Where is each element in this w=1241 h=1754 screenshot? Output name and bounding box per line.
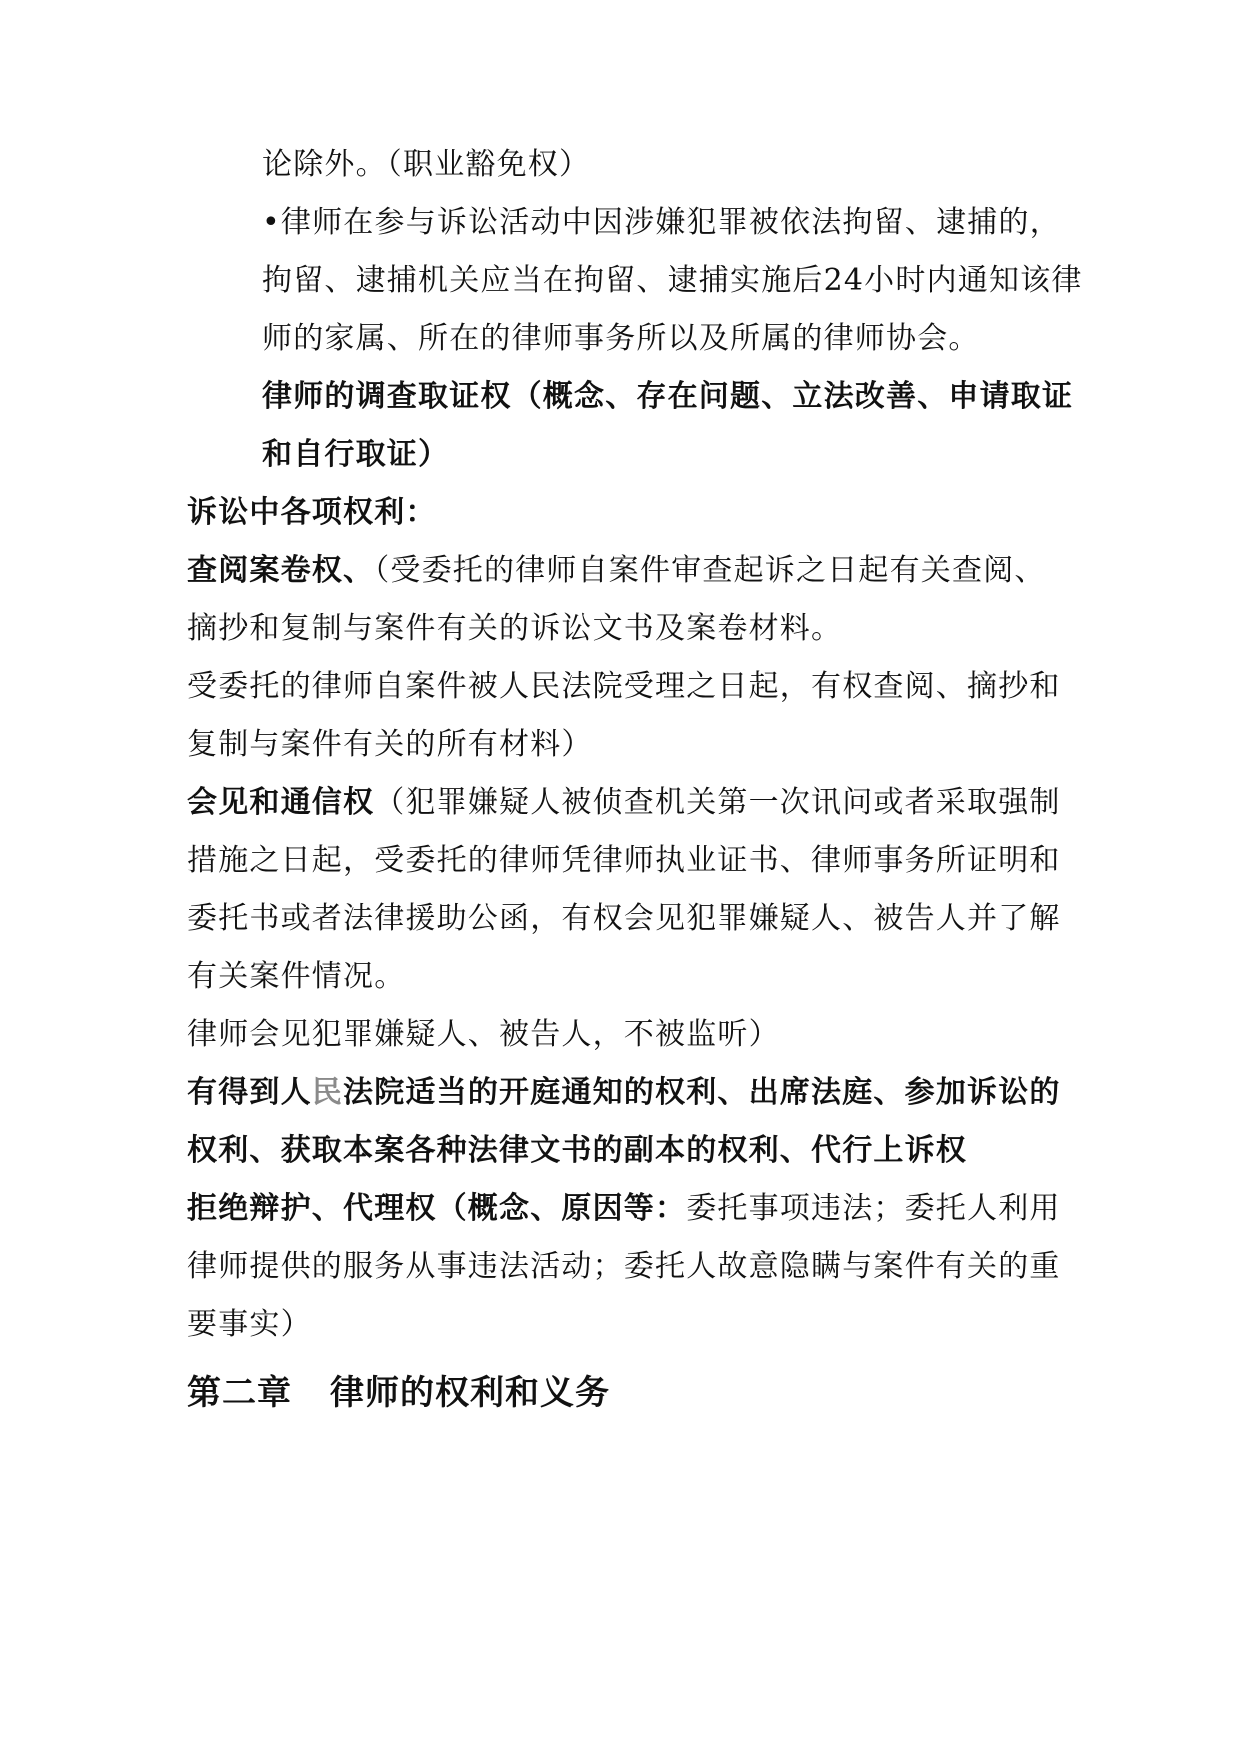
text-line — [187, 667, 1061, 707]
paragraph-text: 复制与案件有关的所有材料） — [187, 727, 593, 762]
text-line — [187, 551, 1046, 591]
paragraph-text: （犯罪嫌疑人被侦查机关第一次讯问或者采取强制 — [374, 785, 1061, 820]
paragraph-text: 拘留、逮捕机关应当在拘留、逮捕实施后24小时内通知该律 — [262, 263, 1083, 298]
chapter-number: 第二章 — [187, 1373, 292, 1413]
right-title: 拒绝辩护、代理权（概念、原因等： — [187, 1191, 687, 1226]
text-line — [187, 899, 1061, 939]
paragraph-text: 受委托的律师自案件被人民法院受理之日起，有权查阅、摘抄和 — [187, 669, 1061, 704]
text-line — [187, 841, 1061, 881]
paragraph-text: 要事实） — [187, 1307, 312, 1342]
text-line — [262, 261, 1083, 301]
paragraph-text: （受委托的律师自案件审查起诉之日起有关查阅、 — [374, 553, 1046, 588]
paragraph-text: 委托事项违法；委托人利用 — [686, 1191, 1061, 1226]
text-line — [187, 783, 1061, 823]
paragraph-text: 摘抄和复制与案件有关的诉讼文书及案卷材料。 — [187, 611, 843, 646]
chapter-title: 律师的权利和义务 — [330, 1373, 610, 1413]
paragraph-text: 师的家属、所在的律师事务所以及所属的律师协会。 — [262, 321, 980, 356]
section-heading-text: 律师的调查取证权（概念、存在问题、立法改善、申请取证 — [262, 379, 1074, 414]
text-line — [187, 957, 405, 997]
paragraph-text: •律师在参与诉讼活动中因涉嫌犯罪被依法拘留、逮捕的， — [262, 205, 1061, 240]
paragraph-text: 委托书或者法律援助公函，有权会见犯罪嫌疑人、被告人并了解 — [187, 901, 1061, 936]
right-title: 查阅案卷权、 — [187, 553, 375, 588]
text-line — [187, 1189, 1061, 1229]
bold-text-line — [187, 1073, 1061, 1113]
text-line — [262, 145, 590, 185]
bold-text-line — [262, 377, 1073, 417]
paragraph-text: 措施之日起，受委托的律师凭律师执业证书、律师事务所证明和 — [187, 843, 1061, 878]
right-title: 会见和通信权 — [187, 785, 375, 820]
chapter-heading — [187, 1373, 610, 1413]
text-line — [187, 1305, 312, 1345]
paragraph-text: 律师提供的服务从事违法活动；委托人故意隐瞒与案件有关的重 — [187, 1249, 1061, 1284]
paragraph-text: 律师会见犯罪嫌疑人、被告人，不被监听） — [187, 1017, 780, 1052]
text-line — [187, 725, 593, 765]
text-line — [187, 1247, 1061, 1287]
bold-text-line — [187, 493, 437, 533]
bold-text-line — [187, 1131, 967, 1171]
bold-text-line — [262, 435, 449, 475]
text-line — [187, 1015, 780, 1055]
right-title: 权利、获取本案各种法律文书的副本的权利、代行上诉权 — [187, 1133, 967, 1168]
section-heading-text: 诉讼中各项权利： — [187, 495, 437, 530]
section-heading-text: 和自行取证） — [262, 437, 450, 472]
text-line — [262, 319, 980, 359]
right-title: 有得到人 — [187, 1075, 312, 1110]
text-line — [187, 609, 842, 649]
paragraph-text: 论除外。（职业豁免权） — [262, 147, 591, 182]
faint-character: 民 — [311, 1075, 344, 1110]
right-title: 法院适当的开庭通知的权利、出席法庭、参加诉讼的 — [343, 1075, 1061, 1110]
text-line — [262, 203, 1061, 243]
paragraph-text: 有关案件情况。 — [187, 959, 406, 994]
